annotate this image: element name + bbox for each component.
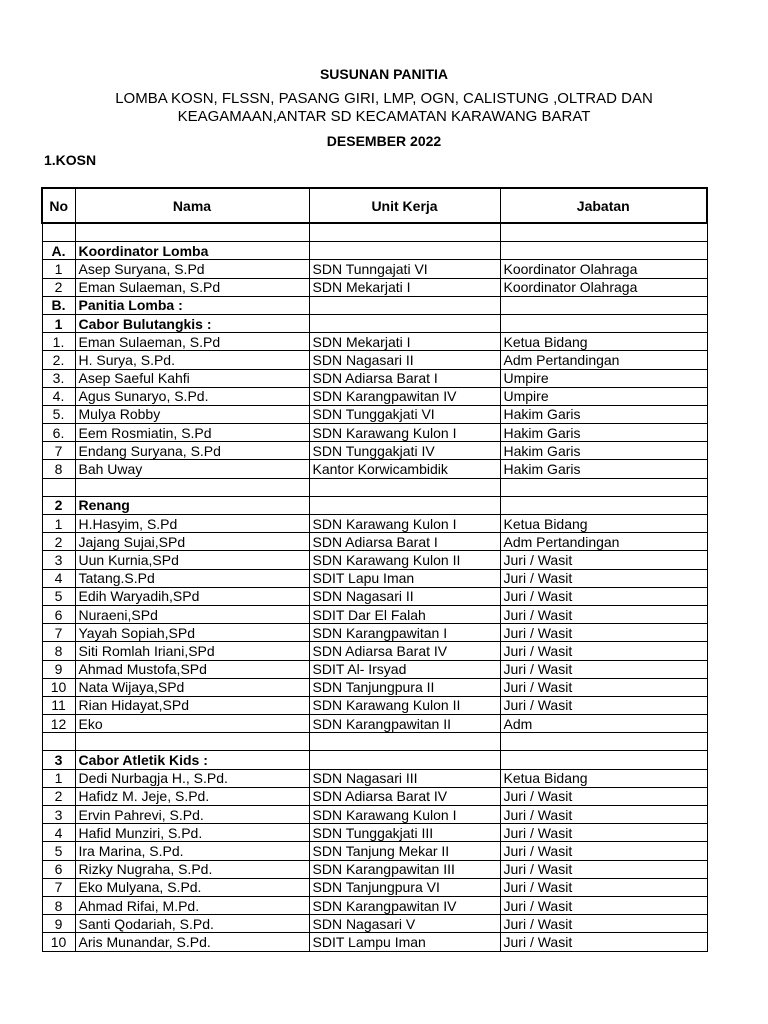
cell-no: 9 (42, 660, 75, 678)
cell-no: 6 (42, 605, 75, 623)
cell-unit-kerja (309, 496, 500, 514)
committee-table (41, 187, 708, 952)
cell-jabatan: Juri / Wasit (500, 842, 707, 860)
cell-jabatan: Juri / Wasit (500, 551, 707, 569)
cell-nama: Hafid Munziri, S.Pd. (75, 824, 309, 842)
table-row (42, 769, 707, 787)
table-row (42, 915, 707, 933)
cell-jabatan: Adm Pertandingan (500, 533, 707, 551)
cell-jabatan: Juri / Wasit (500, 569, 707, 587)
cell-jabatan: Juri / Wasit (500, 787, 707, 805)
cell-nama: Cabor Atletik Kids : (75, 751, 309, 769)
cell-unit-kerja: SDN Tanjungpura II (309, 678, 500, 696)
cell-nama: Siti Romlah Iriani,SPd (75, 642, 309, 660)
cell-no: 12 (42, 715, 75, 733)
cell-jabatan: Umpire (500, 369, 707, 387)
cell-nama: Uun Kurnia,SPd (75, 551, 309, 569)
cell-unit-kerja: SDN Nagasari II (309, 587, 500, 605)
cell-nama: Dedi Nurbagja H., S.Pd. (75, 769, 309, 787)
cell-jabatan: Juri / Wasit (500, 896, 707, 914)
section-row (42, 314, 707, 332)
cell-no: 1 (42, 314, 75, 332)
table-row (42, 896, 707, 914)
cell-unit-kerja: SDN Mekarjati I (309, 333, 500, 351)
cell-jabatan: Adm (500, 715, 707, 733)
table-row (42, 278, 707, 296)
cell-unit-kerja: SDN Karangpawitan IV (309, 896, 500, 914)
cell-jabatan: Juri / Wasit (500, 933, 707, 951)
cell-no: 1 (42, 260, 75, 278)
header-row (42, 188, 707, 223)
cell-no: 8 (42, 460, 75, 478)
table-row (42, 878, 707, 896)
cell-unit-kerja: SDN Tanjung Mekar II (309, 842, 500, 860)
cell-unit-kerja: SDN Karangpawitan I (309, 624, 500, 642)
cell-no: 8 (42, 642, 75, 660)
section-heading: 1.KOSN (44, 152, 97, 168)
cell-jabatan (500, 478, 707, 496)
cell-no: 2 (42, 278, 75, 296)
header-no: No (42, 188, 75, 223)
cell-nama (75, 223, 309, 242)
table-row (42, 405, 707, 423)
cell-jabatan (500, 242, 707, 260)
cell-no (42, 478, 75, 496)
cell-nama: Ervin Pahrevi, S.Pd. (75, 806, 309, 824)
cell-nama: Asep Saeful Kahfi (75, 369, 309, 387)
cell-unit-kerja (309, 478, 500, 496)
cell-nama: Bah Uway (75, 460, 309, 478)
cell-nama: Yayah Sopiah,SPd (75, 624, 309, 642)
cell-unit-kerja: SDN Karangpawitan IV (309, 387, 500, 405)
cell-no: 8 (42, 896, 75, 914)
cell-unit-kerja: SDN Tunggakjati III (309, 824, 500, 842)
cell-no: 10 (42, 678, 75, 696)
cell-unit-kerja: SDN Nagasari III (309, 769, 500, 787)
cell-jabatan: Juri / Wasit (500, 642, 707, 660)
table-row (42, 624, 707, 642)
table-row (42, 387, 707, 405)
document-date: DESEMBER 2022 (326, 133, 442, 149)
table-row (42, 605, 707, 623)
cell-unit-kerja: SDN Karawang Kulon II (309, 696, 500, 714)
cell-no: 7 (42, 442, 75, 460)
cell-unit-kerja (309, 751, 500, 769)
document-subtitle-line-2: KEAGAMAAN,ANTAR SD KECAMATAN KARAWANG BARAT (177, 108, 591, 125)
cell-unit-kerja: SDN Nagasari II (309, 351, 500, 369)
cell-nama: Ira Marina, S.Pd. (75, 842, 309, 860)
cell-nama: Edih Waryadih,SPd (75, 587, 309, 605)
cell-nama (75, 733, 309, 751)
cell-jabatan: Juri / Wasit (500, 678, 707, 696)
cell-nama: Rizky Nugraha, S.Pd. (75, 860, 309, 878)
table-row (42, 551, 707, 569)
table-row (42, 933, 707, 951)
cell-unit-kerja: SDN Karawang Kulon I (309, 424, 500, 442)
table-row (42, 696, 707, 714)
cell-no: 1 (42, 515, 75, 533)
cell-nama: Agus Sunaryo, S.Pd. (75, 387, 309, 405)
cell-no: 2 (42, 496, 75, 514)
cell-unit-kerja: SDN Karawang Kulon I (309, 515, 500, 533)
cell-unit-kerja: SDN Karawang Kulon II (309, 551, 500, 569)
cell-nama: Nuraeni,SPd (75, 605, 309, 623)
cell-unit-kerja (309, 296, 500, 314)
table-row (42, 660, 707, 678)
cell-jabatan: Juri / Wasit (500, 806, 707, 824)
cell-unit-kerja: SDN Adiarsa Barat IV (309, 787, 500, 805)
cell-nama: Hafidz M. Jeje, S.Pd. (75, 787, 309, 805)
cell-unit-kerja: SDN Nagasari V (309, 915, 500, 933)
blank-row (42, 478, 707, 496)
cell-unit-kerja: SDN Karawang Kulon I (309, 806, 500, 824)
cell-no: 4. (42, 387, 75, 405)
table-row (42, 569, 707, 587)
cell-nama: Eman Sulaeman, S.Pd (75, 278, 309, 296)
cell-jabatan: Koordinator Olahraga (500, 260, 707, 278)
table-row (42, 351, 707, 369)
section-row (42, 296, 707, 314)
section-row (42, 751, 707, 769)
cell-no (42, 733, 75, 751)
cell-nama: Ahmad Rifai, M.Pd. (75, 896, 309, 914)
cell-jabatan: Juri / Wasit (500, 605, 707, 623)
blank-row (42, 733, 707, 751)
cell-no: 3 (42, 551, 75, 569)
cell-jabatan: Hakim Garis (500, 424, 707, 442)
cell-jabatan: Hakim Garis (500, 405, 707, 423)
cell-nama (75, 478, 309, 496)
header-jabatan: Jabatan (500, 188, 707, 223)
cell-no: 11 (42, 696, 75, 714)
cell-jabatan: Ketua Bidang (500, 333, 707, 351)
cell-nama: Ahmad Mustofa,SPd (75, 660, 309, 678)
cell-jabatan: Adm Pertandingan (500, 351, 707, 369)
cell-unit-kerja: SDN Tunggakjati IV (309, 442, 500, 460)
cell-nama: Eko Mulyana, S.Pd. (75, 878, 309, 896)
blank-row (42, 223, 707, 242)
cell-nama: Endang Suryana, S.Pd (75, 442, 309, 460)
cell-jabatan: Juri / Wasit (500, 624, 707, 642)
cell-no: 1 (42, 769, 75, 787)
cell-no: 5 (42, 587, 75, 605)
table-row (42, 515, 707, 533)
cell-unit-kerja (309, 242, 500, 260)
table-row (42, 824, 707, 842)
table-row (42, 460, 707, 478)
cell-jabatan: Juri / Wasit (500, 824, 707, 842)
cell-unit-kerja: SDN Karangpawitan III (309, 860, 500, 878)
cell-nama: Panitia Lomba : (75, 296, 309, 314)
cell-unit-kerja: SDIT Dar El Falah (309, 605, 500, 623)
cell-jabatan: Juri / Wasit (500, 696, 707, 714)
cell-jabatan (500, 314, 707, 332)
table-header (42, 188, 707, 223)
cell-jabatan: Juri / Wasit (500, 587, 707, 605)
cell-no: 7 (42, 878, 75, 896)
cell-nama: Eem Rosmiatin, S.Pd (75, 424, 309, 442)
cell-jabatan: Hakim Garis (500, 442, 707, 460)
cell-jabatan (500, 751, 707, 769)
cell-no: 6. (42, 424, 75, 442)
cell-nama: Asep Suryana, S.Pd (75, 260, 309, 278)
cell-unit-kerja: SDN Adiarsa Barat IV (309, 642, 500, 660)
table-row (42, 806, 707, 824)
cell-no (42, 223, 75, 242)
cell-jabatan (500, 296, 707, 314)
section-row (42, 242, 707, 260)
cell-nama: Aris Munandar, S.Pd. (75, 933, 309, 951)
cell-no: 4 (42, 824, 75, 842)
document-subtitle-line-1: LOMBA KOSN, FLSSN, PASANG GIRI, LMP, OGN, CALISTUNG ,OLTRAD DAN (115, 90, 653, 107)
cell-unit-kerja: SDIT Lampu Iman (309, 933, 500, 951)
cell-no: 6 (42, 860, 75, 878)
cell-jabatan: Koordinator Olahraga (500, 278, 707, 296)
table-row (42, 678, 707, 696)
table-row (42, 369, 707, 387)
cell-jabatan: Hakim Garis (500, 460, 707, 478)
table-row (42, 424, 707, 442)
cell-jabatan (500, 733, 707, 751)
cell-no: 2 (42, 787, 75, 805)
cell-no: 5. (42, 405, 75, 423)
cell-no: 7 (42, 624, 75, 642)
cell-no: 2. (42, 351, 75, 369)
cell-no: 3 (42, 806, 75, 824)
table-row (42, 715, 707, 733)
cell-unit-kerja: SDN Karangpawitan II (309, 715, 500, 733)
table-row (42, 860, 707, 878)
cell-no: 1. (42, 333, 75, 351)
cell-jabatan: Umpire (500, 387, 707, 405)
document-title: SUSUNAN PANITIA (319, 66, 449, 82)
table-row (42, 587, 707, 605)
cell-unit-kerja: Kantor Korwicambidik (309, 460, 500, 478)
cell-nama: Tatang.S.Pd (75, 569, 309, 587)
cell-nama: Eman Sulaeman, S.Pd (75, 333, 309, 351)
cell-unit-kerja: SDN Tanjungpura VI (309, 878, 500, 896)
cell-no: 3. (42, 369, 75, 387)
header-nama: Nama (75, 188, 309, 223)
cell-unit-kerja: SDN Adiarsa Barat I (309, 369, 500, 387)
table-row (42, 442, 707, 460)
cell-no: 10 (42, 933, 75, 951)
cell-jabatan: Juri / Wasit (500, 660, 707, 678)
section-row (42, 496, 707, 514)
cell-no: 4 (42, 569, 75, 587)
cell-unit-kerja: SDIT Lapu Iman (309, 569, 500, 587)
cell-nama: Eko (75, 715, 309, 733)
cell-unit-kerja: SDN Adiarsa Barat I (309, 533, 500, 551)
table-row (42, 533, 707, 551)
cell-unit-kerja: SDIT Al- Irsyad (309, 660, 500, 678)
cell-unit-kerja (309, 314, 500, 332)
table-row (42, 642, 707, 660)
cell-nama: Nata Wijaya,SPd (75, 678, 309, 696)
cell-nama: Santi Qodariah, S.Pd. (75, 915, 309, 933)
cell-no: 5 (42, 842, 75, 860)
cell-jabatan: Juri / Wasit (500, 860, 707, 878)
cell-unit-kerja (309, 733, 500, 751)
cell-no: 9 (42, 915, 75, 933)
cell-unit-kerja (309, 223, 500, 242)
cell-unit-kerja: SDN Tunngajati VI (309, 260, 500, 278)
table-row (42, 333, 707, 351)
cell-nama: H.Hasyim, S.Pd (75, 515, 309, 533)
cell-unit-kerja: SDN Tunggakjati VI (309, 405, 500, 423)
cell-jabatan: Ketua Bidang (500, 515, 707, 533)
cell-jabatan (500, 496, 707, 514)
cell-nama: H. Surya, S.Pd. (75, 351, 309, 369)
table-row (42, 787, 707, 805)
cell-jabatan: Juri / Wasit (500, 915, 707, 933)
cell-jabatan: Ketua Bidang (500, 769, 707, 787)
table-row (42, 260, 707, 278)
cell-no: B. (42, 296, 75, 314)
cell-no: 3 (42, 751, 75, 769)
cell-no: 2 (42, 533, 75, 551)
cell-nama: Cabor Bulutangkis : (75, 314, 309, 332)
cell-nama: Koordinator Lomba (75, 242, 309, 260)
table-row (42, 842, 707, 860)
cell-nama: Renang (75, 496, 309, 514)
table-body (42, 223, 707, 951)
cell-no: A. (42, 242, 75, 260)
cell-unit-kerja: SDN Mekarjati I (309, 278, 500, 296)
cell-nama: Jajang Sujai,SPd (75, 533, 309, 551)
header-unit-kerja: Unit Kerja (309, 188, 500, 223)
cell-nama: Mulya Robby (75, 405, 309, 423)
cell-jabatan (500, 223, 707, 242)
cell-jabatan: Juri / Wasit (500, 878, 707, 896)
cell-nama: Rian Hidayat,SPd (75, 696, 309, 714)
